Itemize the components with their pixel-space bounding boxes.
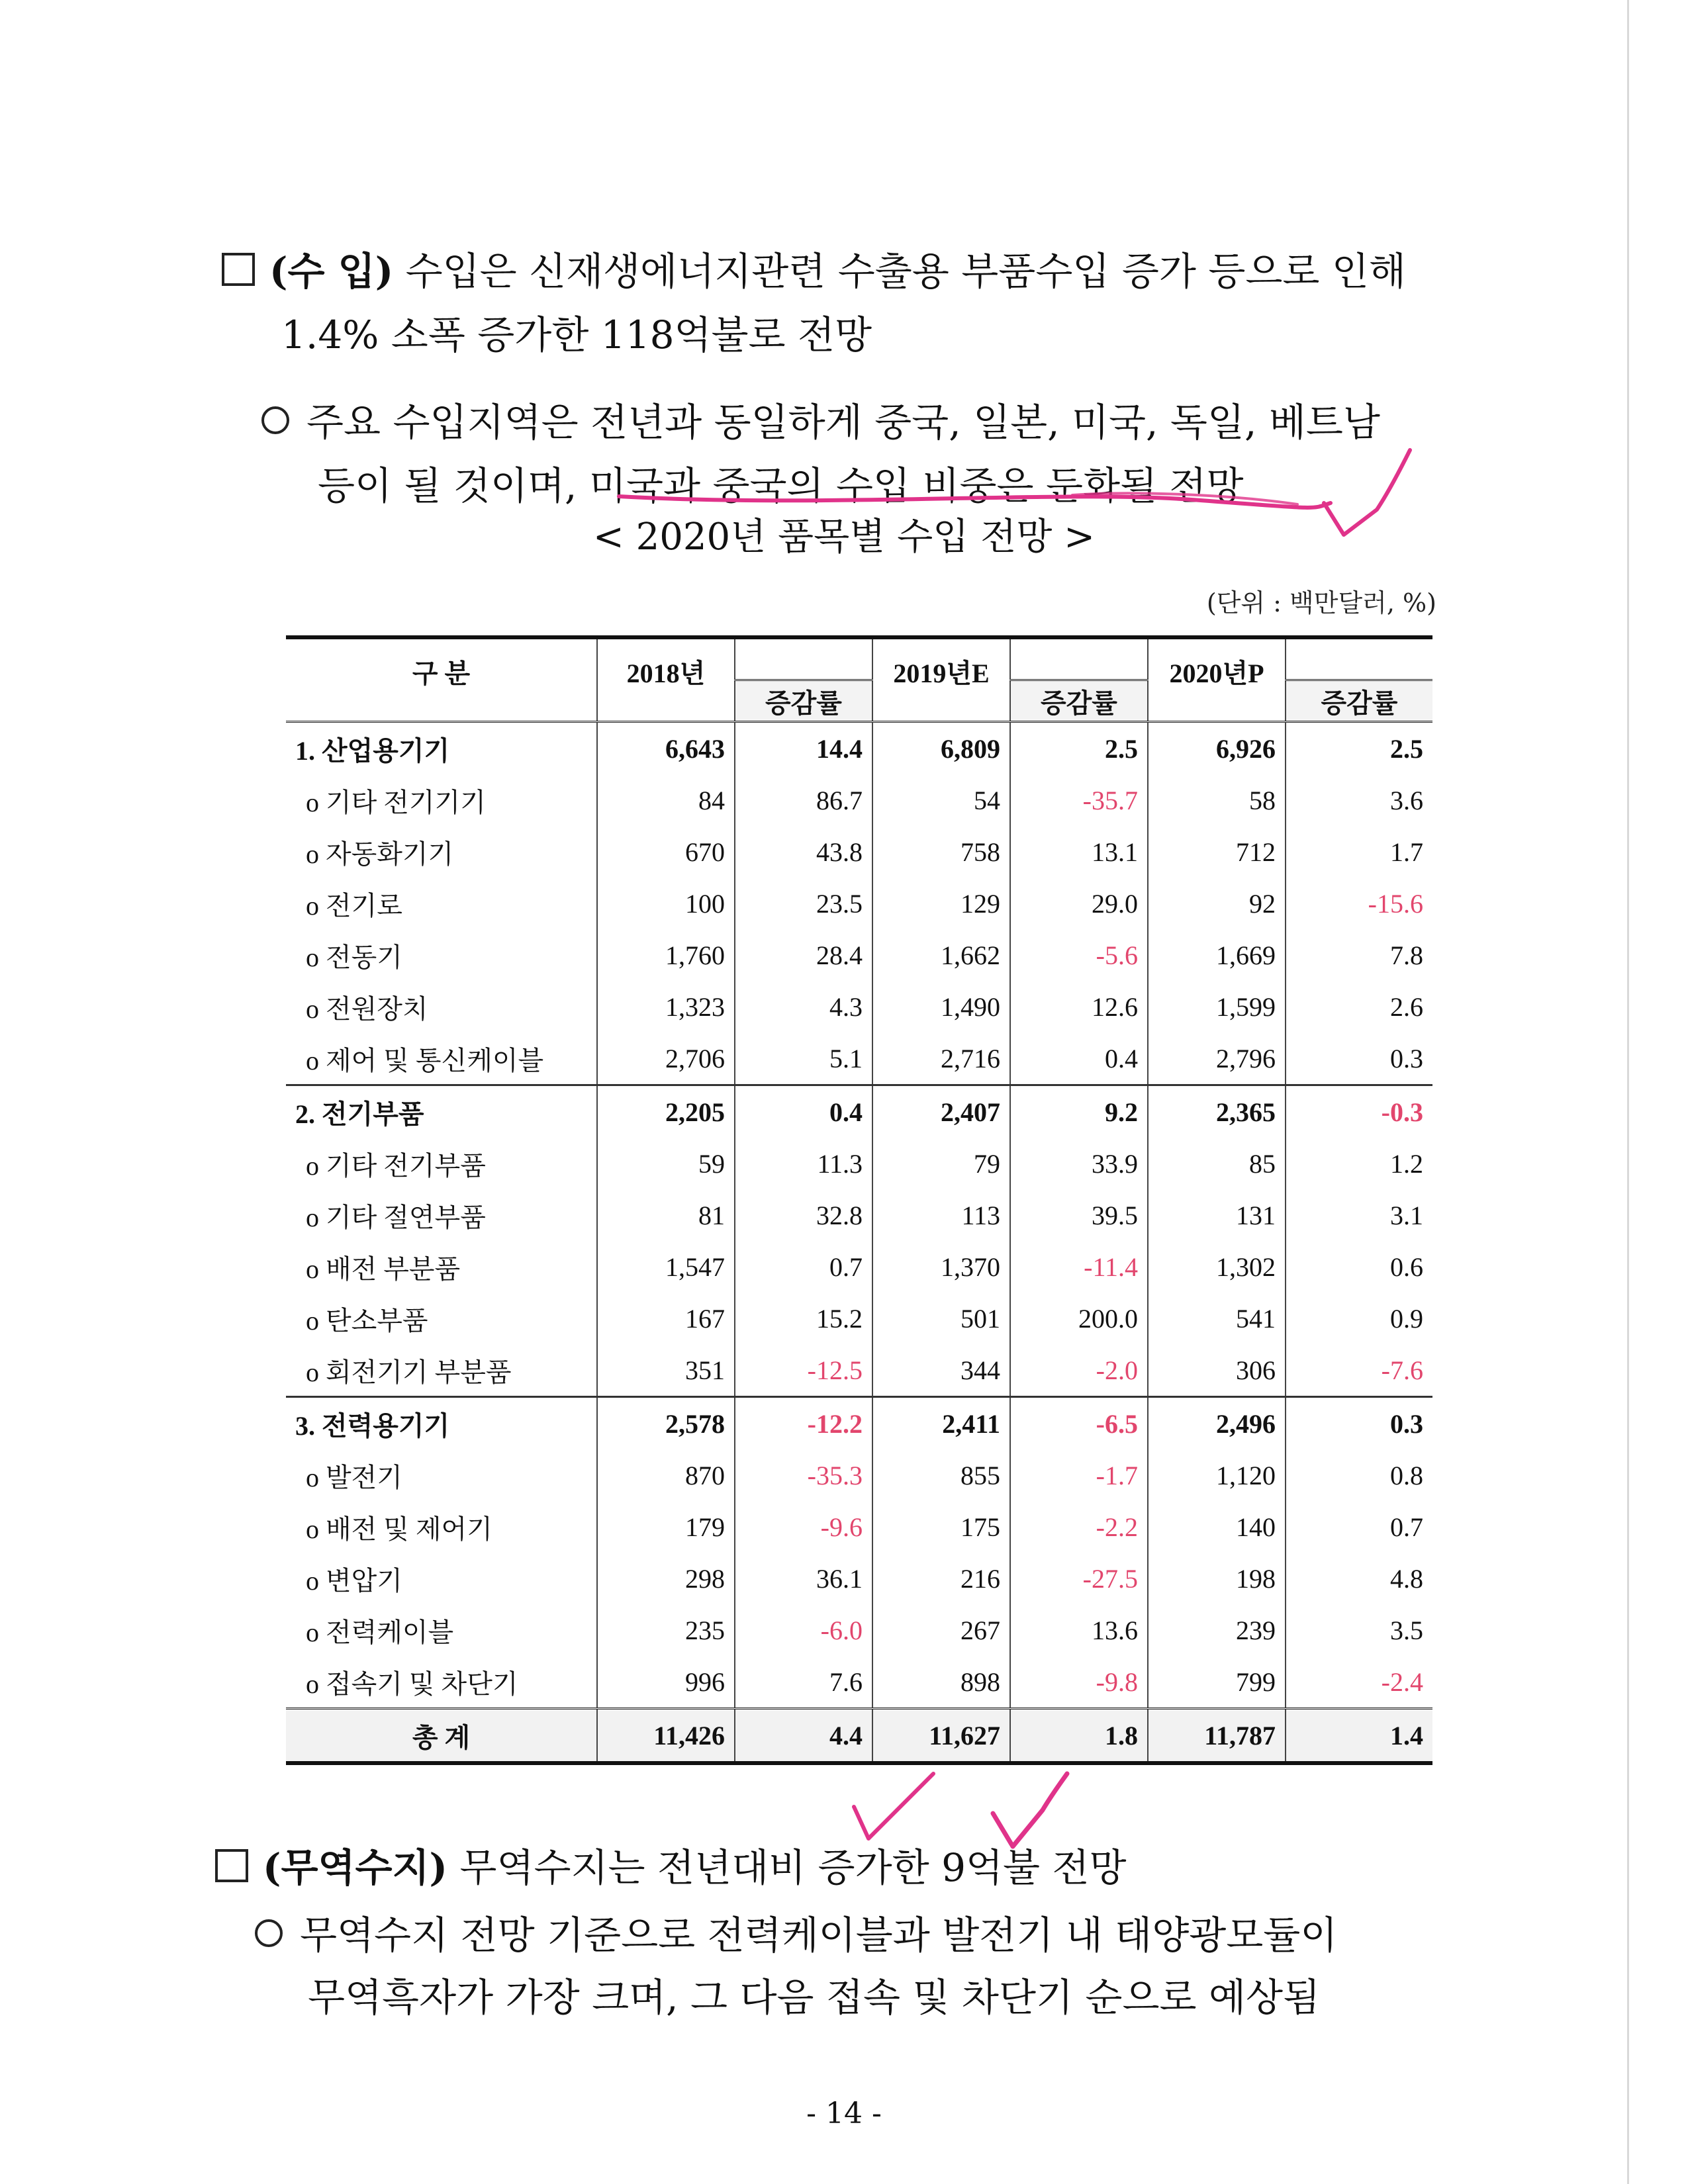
trade-balance-title: (무역수지) bbox=[263, 1845, 447, 1890]
value-2019: 344 bbox=[872, 1344, 1010, 1397]
rate-2019: -9.8 bbox=[1010, 1656, 1148, 1709]
rate-2019: 13.6 bbox=[1010, 1604, 1148, 1656]
rate-2018: 36.1 bbox=[735, 1553, 872, 1604]
row-label: o 기타 절연부품 bbox=[306, 1202, 486, 1232]
rate-2019: 29.0 bbox=[1010, 878, 1148, 929]
value-2020: 198 bbox=[1148, 1553, 1286, 1604]
value-2020: 6,926 bbox=[1148, 722, 1286, 775]
value-2019: 2,411 bbox=[872, 1397, 1010, 1450]
rate-2018: 23.5 bbox=[735, 878, 872, 929]
row-label: o 접속기 및 차단기 bbox=[306, 1668, 518, 1699]
value-2020: 1,120 bbox=[1148, 1449, 1286, 1501]
ink-check-mark bbox=[1324, 450, 1410, 535]
import-section-text-continued: 1.4% 소폭 증가한 118억불로 전망 bbox=[281, 312, 872, 357]
rate-2019: 9.2 bbox=[1010, 1085, 1148, 1138]
rate-2020: 1.7 bbox=[1286, 826, 1432, 878]
value-2018: 167 bbox=[597, 1293, 735, 1344]
rate-2018: 15.2 bbox=[735, 1293, 872, 1344]
value-2018: 100 bbox=[597, 878, 735, 929]
rate-2019: -5.6 bbox=[1010, 929, 1148, 981]
rate-2018: -12.5 bbox=[735, 1344, 872, 1397]
rate-2018: 0.4 bbox=[735, 1085, 872, 1138]
value-2020: 131 bbox=[1148, 1189, 1286, 1241]
rate-2019: -27.5 bbox=[1010, 1553, 1148, 1604]
total-value-2019: 11,627 bbox=[872, 1709, 1010, 1764]
rate-2020: 1.2 bbox=[1286, 1138, 1432, 1189]
header-rate-2019: 증감률 bbox=[1010, 680, 1148, 722]
header-rate-2020: 증감률 bbox=[1286, 680, 1432, 722]
row-label: 3. 전력용기기 bbox=[286, 1397, 597, 1450]
import-region-text: 주요 수입지역은 전년과 동일하게 중국, 일본, 미국, 독일, 베트남 bbox=[306, 400, 1380, 445]
value-2018: 2,205 bbox=[597, 1085, 735, 1138]
rate-2020: -0.3 bbox=[1286, 1085, 1432, 1138]
row-label: 1. 산업용기기 bbox=[295, 735, 450, 766]
ink-check-mark bbox=[854, 1774, 933, 1839]
import-section-title: (수 입) bbox=[269, 249, 394, 294]
rate-2018: 4.3 bbox=[735, 981, 872, 1032]
value-2018: 235 bbox=[597, 1604, 735, 1656]
rate-2019: -35.7 bbox=[1010, 774, 1148, 826]
value-2019: 1,370 bbox=[872, 1241, 1010, 1293]
value-2019: 1,490 bbox=[872, 981, 1010, 1032]
total-value-2018: 11,426 bbox=[597, 1709, 735, 1764]
rate-2019: 0.4 bbox=[1010, 1032, 1148, 1085]
value-2020: 140 bbox=[1148, 1501, 1286, 1553]
value-2018: 1,760 bbox=[597, 929, 735, 981]
rate-2018: 43.8 bbox=[735, 826, 872, 878]
header-2020: 2020년P bbox=[1148, 637, 1286, 722]
value-2019: 898 bbox=[872, 1656, 1010, 1709]
total-label: 총 계 bbox=[286, 1709, 597, 1764]
header-2018: 2018년 bbox=[597, 637, 735, 722]
rate-2018: -12.2 bbox=[735, 1397, 872, 1450]
value-2020: 2,496 bbox=[1148, 1397, 1286, 1450]
page-number: - 14 - bbox=[806, 2097, 882, 2130]
table-title: < 2020년 품목별 수입 전망 > bbox=[592, 516, 1096, 559]
value-2020: 92 bbox=[1148, 878, 1286, 929]
rate-2020: 0.9 bbox=[1286, 1293, 1432, 1344]
ink-underline bbox=[619, 496, 1331, 508]
value-2019: 79 bbox=[872, 1138, 1010, 1189]
trade-balance-bullet-text: 무역수지 전망 기준으로 전력케이블과 발전기 내 태양광모듈이 bbox=[300, 1913, 1338, 1958]
rate-2019: -2.2 bbox=[1010, 1501, 1148, 1553]
row-label: o 전원장치 bbox=[306, 993, 428, 1024]
row-label: o 전기로 bbox=[306, 890, 402, 921]
value-2019: 113 bbox=[872, 1189, 1010, 1241]
row-label: 2. 전기부품 bbox=[286, 1085, 597, 1138]
value-2020: 1,302 bbox=[1148, 1241, 1286, 1293]
row-label: o 배전 부분품 bbox=[306, 1253, 461, 1284]
rate-2020: 0.6 bbox=[1286, 1241, 1432, 1293]
rate-2019: 39.5 bbox=[1010, 1189, 1148, 1241]
value-2019: 54 bbox=[872, 774, 1010, 826]
header-category: 구 분 bbox=[286, 637, 597, 722]
total-value-2020: 11,787 bbox=[1148, 1709, 1286, 1764]
value-2018: 6,643 bbox=[597, 722, 735, 775]
rate-2018: 86.7 bbox=[735, 774, 872, 826]
table-unit: (단위 : 백만달러, %) bbox=[1206, 588, 1436, 617]
rate-2018: -35.3 bbox=[735, 1449, 872, 1501]
rate-2019: 200.0 bbox=[1010, 1293, 1148, 1344]
rate-2020: 2.6 bbox=[1286, 981, 1432, 1032]
value-2018: 670 bbox=[597, 826, 735, 878]
value-2018: 298 bbox=[597, 1553, 735, 1604]
value-2019: 2,716 bbox=[872, 1032, 1010, 1085]
rate-2020: 3.5 bbox=[1286, 1604, 1432, 1656]
rate-2019: -6.5 bbox=[1010, 1397, 1148, 1450]
total-rate-2018: 4.4 bbox=[735, 1709, 872, 1764]
rate-2018: 5.1 bbox=[735, 1032, 872, 1085]
value-2019: 129 bbox=[872, 878, 1010, 929]
rate-2019: 2.5 bbox=[1010, 722, 1148, 775]
value-2019: 2,407 bbox=[872, 1085, 1010, 1138]
rate-2020: 3.6 bbox=[1286, 774, 1432, 826]
value-2018: 2,578 bbox=[597, 1397, 735, 1450]
rate-2020: 0.8 bbox=[1286, 1449, 1432, 1501]
rate-2020: 3.1 bbox=[1286, 1189, 1432, 1241]
value-2018: 179 bbox=[597, 1501, 735, 1553]
value-2019: 1,662 bbox=[872, 929, 1010, 981]
rate-2019: -1.7 bbox=[1010, 1449, 1148, 1501]
rate-2019: -2.0 bbox=[1010, 1344, 1148, 1397]
value-2018: 59 bbox=[597, 1138, 735, 1189]
total-rate-2019: 1.8 bbox=[1010, 1709, 1148, 1764]
value-2020: 239 bbox=[1148, 1604, 1286, 1656]
value-2019: 267 bbox=[872, 1604, 1010, 1656]
rate-2020: -2.4 bbox=[1286, 1656, 1432, 1709]
row-label: o 전력케이블 bbox=[306, 1617, 454, 1647]
value-2020: 58 bbox=[1148, 774, 1286, 826]
value-2020: 712 bbox=[1148, 826, 1286, 878]
value-2018: 1,323 bbox=[597, 981, 735, 1032]
rate-2018: 14.4 bbox=[735, 722, 872, 775]
row-label: o 탄소부품 bbox=[306, 1305, 428, 1336]
rate-2020: 0.7 bbox=[1286, 1501, 1432, 1553]
value-2018: 996 bbox=[597, 1656, 735, 1709]
rate-2018: 32.8 bbox=[735, 1189, 872, 1241]
value-2020: 1,599 bbox=[1148, 981, 1286, 1032]
rate-2019: 12.6 bbox=[1010, 981, 1148, 1032]
total-rate-2020: 1.4 bbox=[1286, 1709, 1432, 1764]
header-2019: 2019년E bbox=[872, 637, 1010, 722]
value-2019: 175 bbox=[872, 1501, 1010, 1553]
rate-2018: 28.4 bbox=[735, 929, 872, 981]
rate-2018: -6.0 bbox=[735, 1604, 872, 1656]
value-2018: 84 bbox=[597, 774, 735, 826]
value-2019: 6,809 bbox=[872, 722, 1010, 775]
rate-2019: -11.4 bbox=[1010, 1241, 1148, 1293]
value-2020: 2,365 bbox=[1148, 1085, 1286, 1138]
value-2020: 1,669 bbox=[1148, 929, 1286, 981]
rate-2020: 7.8 bbox=[1286, 929, 1432, 981]
row-label: o 제어 및 통신케이블 bbox=[306, 1045, 544, 1075]
value-2020: 541 bbox=[1148, 1293, 1286, 1344]
import-region-text-underlined: 미국과 중국의 수입 비중은 둔화될 전망 bbox=[588, 463, 1244, 508]
value-2018: 2,706 bbox=[597, 1032, 735, 1085]
row-label: o 변압기 bbox=[306, 1565, 402, 1596]
rate-2019: 33.9 bbox=[1010, 1138, 1148, 1189]
value-2019: 758 bbox=[872, 826, 1010, 878]
row-label: o 자동화기기 bbox=[306, 839, 454, 869]
row-label: o 배전 및 제어기 bbox=[306, 1514, 492, 1544]
rate-2020: -7.6 bbox=[1286, 1344, 1432, 1397]
row-label: o 전동기 bbox=[306, 942, 402, 972]
ink-check-mark bbox=[993, 1774, 1067, 1846]
rate-2019: 13.1 bbox=[1010, 826, 1148, 878]
row-label: o 회전기기 부분품 bbox=[306, 1357, 512, 1387]
row-label: o 기타 전기부품 bbox=[306, 1150, 486, 1181]
value-2019: 855 bbox=[872, 1449, 1010, 1501]
header-rate-2018: 증감률 bbox=[735, 680, 872, 722]
import-section-text: 수입은 신재생에너지관련 수출용 부품수입 증가 등으로 인해 bbox=[393, 249, 1406, 294]
rate-2020: 2.5 bbox=[1286, 722, 1432, 775]
rate-2020: 4.8 bbox=[1286, 1553, 1432, 1604]
trade-balance-bullet-continued: 무역흑자가 가장 크며, 그 다음 접속 및 차단기 순으로 예상됨 bbox=[308, 1975, 1321, 2020]
rate-2020: -15.6 bbox=[1286, 878, 1432, 929]
value-2020: 306 bbox=[1148, 1344, 1286, 1397]
value-2020: 85 bbox=[1148, 1138, 1286, 1189]
rate-2020: 0.3 bbox=[1286, 1032, 1432, 1085]
rate-2018: 7.6 bbox=[735, 1656, 872, 1709]
row-label: o 기타 전기기기 bbox=[306, 787, 486, 817]
rate-2018: 0.7 bbox=[735, 1241, 872, 1293]
import-region-text-a: 등이 될 것이며, bbox=[318, 463, 589, 508]
value-2018: 351 bbox=[597, 1344, 735, 1397]
row-label: o 발전기 bbox=[306, 1462, 402, 1492]
rate-2018: -9.6 bbox=[735, 1501, 872, 1553]
value-2019: 216 bbox=[872, 1553, 1010, 1604]
value-2018: 1,547 bbox=[597, 1241, 735, 1293]
value-2019: 501 bbox=[872, 1293, 1010, 1344]
rate-2018: 11.3 bbox=[735, 1138, 872, 1189]
value-2018: 870 bbox=[597, 1449, 735, 1501]
value-2018: 81 bbox=[597, 1189, 735, 1241]
value-2020: 2,796 bbox=[1148, 1032, 1286, 1085]
rate-2020: 0.3 bbox=[1286, 1397, 1432, 1450]
trade-balance-text: 무역수지는 전년대비 증가한 9억불 전망 bbox=[447, 1845, 1127, 1890]
value-2020: 799 bbox=[1148, 1656, 1286, 1709]
